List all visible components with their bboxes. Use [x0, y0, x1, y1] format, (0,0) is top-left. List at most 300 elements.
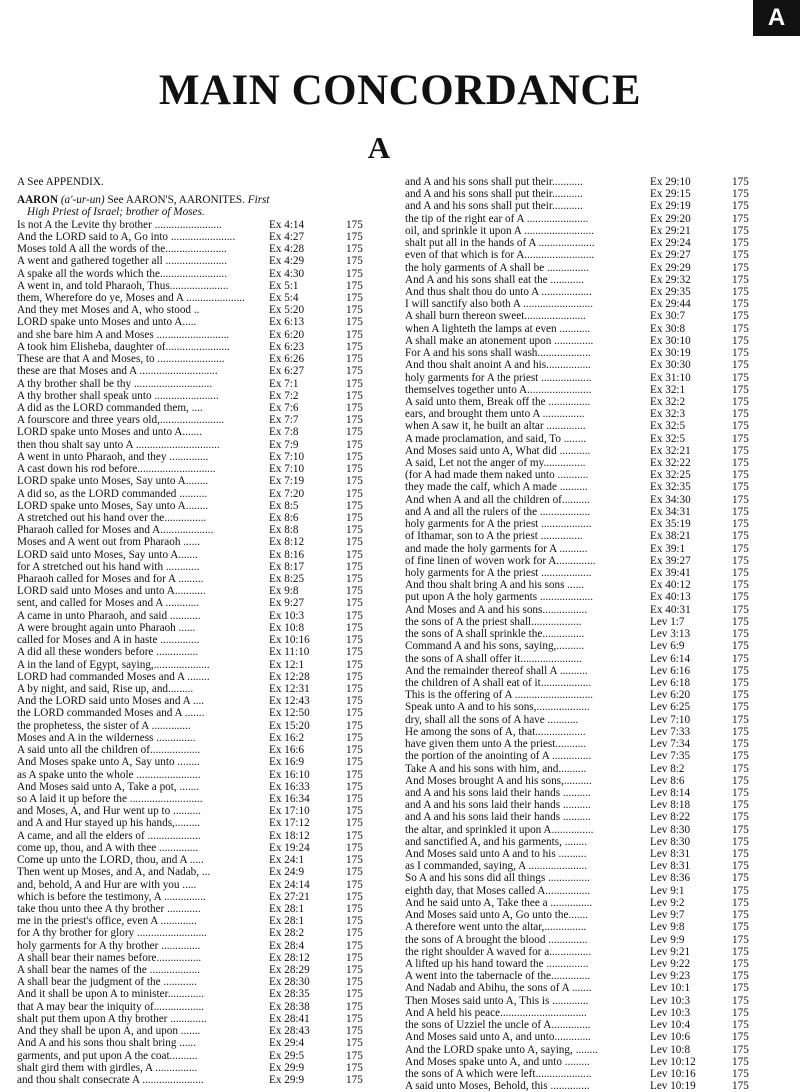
context-text: Moses told A all the words of the......................	[17, 243, 227, 256]
strongs-number: 175	[346, 1025, 363, 1038]
strongs-number: 175	[346, 511, 363, 524]
strongs-number: 175	[732, 628, 749, 641]
scripture-reference: Ex 16:34	[269, 792, 310, 805]
strongs-number: 175	[732, 799, 749, 812]
concordance-line	[17, 231, 373, 243]
context-text: LORD said unto Moses, Say unto A.......	[17, 548, 198, 561]
concordance-line	[405, 433, 752, 445]
scripture-reference: Ex 6:26	[269, 353, 305, 366]
scripture-reference: Ex 6:23	[269, 340, 305, 353]
context-text: A thy brother shall be thy ............................	[17, 377, 213, 390]
context-text: A came in unto Pharaoh, and said ...........	[17, 609, 201, 622]
strongs-number: 175	[732, 591, 749, 604]
concordance-line	[405, 347, 752, 359]
scripture-reference: Ex 12:28	[269, 670, 310, 683]
strongs-number: 175	[346, 463, 363, 476]
context-text: A went in unto Pharaoh, and they ..............	[17, 450, 209, 463]
scripture-reference: Ex 29:19	[650, 200, 691, 213]
concordance-line	[405, 689, 752, 701]
scripture-reference: Ex 8:8	[269, 524, 299, 537]
scripture-reference: Lev 10:3	[650, 1006, 691, 1019]
concordance-line	[405, 530, 752, 542]
scripture-reference: Ex 17:12	[269, 817, 310, 830]
scripture-reference: Ex 10:3	[269, 609, 305, 622]
scripture-reference: Ex 29:27	[650, 249, 691, 262]
see-appendix-note: A See APPENDIX.	[17, 176, 104, 188]
concordance-line	[405, 445, 752, 457]
strongs-number: 175	[732, 1067, 749, 1080]
scripture-reference: Ex 40:13	[650, 591, 691, 604]
strongs-number: 175	[346, 634, 363, 647]
strongs-number: 175	[346, 768, 363, 781]
scripture-reference: Ex 29:10	[650, 176, 691, 188]
concordance-line	[405, 970, 752, 982]
scripture-reference: Ex 24:9	[269, 866, 305, 879]
entry-description-2: High Priest of Israel; brother of Moses.	[27, 206, 205, 219]
concordance-line	[405, 518, 752, 530]
scripture-reference: Lev 7:10	[650, 713, 691, 726]
context-text: And Moses said unto A, Take a pot, .......	[17, 780, 200, 793]
context-text: and A and Hur stayed up his hands,.........	[17, 817, 201, 830]
context-text: And when A and all the children of..........	[405, 493, 590, 506]
context-text: the sons of A the priest shall..................	[405, 615, 582, 628]
concordance-line	[405, 738, 752, 750]
strongs-number: 175	[732, 371, 749, 384]
context-text: A by night, and said, Rise up, and.........	[17, 683, 194, 696]
strongs-number: 175	[346, 597, 363, 610]
scripture-reference: Ex 6:13	[269, 316, 305, 329]
concordance-line	[405, 188, 752, 200]
strongs-number: 175	[346, 670, 363, 683]
scripture-reference: Lev 8:2	[650, 762, 685, 775]
scripture-reference: Ex 39:1	[650, 542, 686, 555]
strongs-number: 175	[732, 713, 749, 726]
strongs-number: 175	[346, 744, 363, 757]
strongs-number: 175	[732, 835, 749, 848]
scripture-reference: Ex 34:30	[650, 493, 691, 506]
scripture-reference: Lev 10:12	[650, 1055, 696, 1068]
scripture-reference: Ex 28:38	[269, 1000, 310, 1013]
strongs-number: 175	[346, 243, 363, 256]
scripture-reference: Lev 7:33	[650, 725, 691, 738]
context-text: when A saw it, he built an altar ..............	[405, 420, 586, 433]
strongs-number: 175	[346, 389, 363, 402]
strongs-number: 175	[732, 200, 749, 213]
scripture-reference: Lev 10:1	[650, 982, 691, 995]
strongs-number: 175	[732, 518, 749, 531]
context-text: they made the calf, which A made ..........	[405, 481, 588, 494]
context-text: oil, and sprinkle it upon A .........................	[405, 224, 594, 237]
scripture-reference: Ex 24:1	[269, 854, 305, 867]
concordance-line	[405, 958, 752, 970]
concordance-line	[405, 934, 752, 946]
scripture-reference: Lev 9:23	[650, 970, 691, 983]
strongs-number: 175	[346, 854, 363, 867]
concordance-line	[17, 1013, 373, 1025]
concordance-line	[405, 714, 752, 726]
strongs-number: 175	[732, 652, 749, 665]
context-text: called for Moses and A in haste ..............	[17, 634, 200, 647]
context-text: And it shall be upon A to minister.............	[17, 988, 205, 1001]
scripture-reference: Ex 40:12	[650, 579, 691, 592]
scripture-reference: Lev 10:19	[650, 1080, 696, 1092]
concordance-line	[17, 439, 373, 451]
strongs-number: 175	[732, 994, 749, 1007]
concordance-line	[17, 500, 373, 512]
scripture-reference: Ex 4:29	[269, 255, 305, 268]
concordance-line	[17, 316, 373, 328]
concordance-line	[17, 720, 373, 732]
scripture-reference: Lev 10:3	[650, 994, 691, 1007]
scripture-reference: Lev 9:9	[650, 933, 685, 946]
concordance-line	[17, 830, 373, 842]
context-text: the prophetess, the sister of A ..............	[17, 719, 191, 732]
scripture-reference: Lev 8:36	[650, 872, 691, 885]
strongs-number: 175	[346, 731, 363, 744]
strongs-number: 175	[732, 310, 749, 323]
scripture-reference: Ex 32:5	[650, 420, 686, 433]
concordance-line	[17, 854, 373, 866]
scripture-reference: Ex 12:1	[269, 658, 305, 671]
concordance-line	[405, 665, 752, 677]
strongs-number: 175	[346, 964, 363, 977]
context-text: the tip of the right ear of A ......................	[405, 212, 589, 225]
scripture-reference: Ex 8:25	[269, 573, 305, 586]
scripture-reference: Lev 7:35	[650, 750, 691, 763]
context-text: and A and his sons laid their hands ..........	[405, 799, 591, 812]
scripture-reference: Ex 28:29	[269, 964, 310, 977]
strongs-number: 175	[346, 401, 363, 414]
concordance-line	[405, 1068, 752, 1080]
strongs-number: 175	[732, 408, 749, 421]
scripture-reference: Ex 5:1	[269, 279, 299, 292]
strongs-number: 175	[732, 945, 749, 958]
strongs-number: 175	[346, 805, 363, 818]
strongs-number: 175	[346, 365, 363, 378]
context-text: Pharaoh called for Moses and A...................	[17, 524, 214, 537]
scripture-reference: Ex 28:30	[269, 976, 310, 989]
concordance-line	[405, 726, 752, 738]
concordance-line	[17, 524, 373, 536]
scripture-reference: Ex 5:4	[269, 292, 299, 305]
left-entry-list	[17, 219, 373, 1087]
strongs-number: 175	[346, 304, 363, 317]
strongs-number: 175	[346, 1000, 363, 1013]
context-text: have given them unto A the priest...........	[405, 738, 587, 751]
entry-header	[17, 194, 373, 206]
context-text: A said unto Moses, Behold, this ..............	[405, 1080, 590, 1092]
concordance-line	[17, 817, 373, 829]
strongs-number: 175	[346, 218, 363, 231]
concordance-line	[17, 891, 373, 903]
concordance-line	[17, 915, 373, 927]
strongs-number: 175	[732, 579, 749, 592]
strongs-number: 175	[732, 921, 749, 934]
concordance-line	[17, 426, 373, 438]
scripture-reference: Lev 6:14	[650, 652, 691, 665]
concordance-line	[405, 323, 752, 335]
strongs-number: 175	[346, 878, 363, 891]
scripture-reference: Ex 7:9	[269, 438, 299, 451]
strongs-number: 175	[732, 530, 749, 543]
concordance-line	[17, 488, 373, 500]
strongs-number: 175	[732, 481, 749, 494]
strongs-number: 175	[732, 298, 749, 311]
strongs-number: 175	[346, 426, 363, 439]
scripture-reference: Ex 12:31	[269, 683, 310, 696]
strongs-number: 175	[732, 615, 749, 628]
strongs-number: 175	[732, 420, 749, 433]
scripture-reference: Ex 29:15	[650, 188, 691, 201]
context-text: the sons of A shall sprinkle the...............	[405, 628, 585, 641]
strongs-number: 175	[732, 884, 749, 897]
context-text: and A and his sons laid their hands ..........	[405, 811, 591, 824]
scripture-reference: Lev 6:16	[650, 664, 691, 677]
strongs-number: 175	[732, 664, 749, 677]
concordance-line	[17, 707, 373, 719]
context-text: And Nadab and Abihu, the sons of A .......	[405, 982, 592, 995]
scripture-reference: Ex 7:1	[269, 377, 299, 390]
context-text: These are that A and Moses, to ........................	[17, 353, 225, 366]
concordance-line	[17, 1025, 373, 1037]
concordance-line	[405, 897, 752, 909]
scripture-reference: Ex 28:4	[269, 939, 305, 952]
strongs-number: 175	[732, 542, 749, 555]
concordance-line	[405, 763, 752, 775]
concordance-line	[405, 799, 752, 811]
scripture-reference: Ex 32:22	[650, 457, 691, 470]
strongs-number: 175	[346, 1012, 363, 1025]
concordance-line	[17, 952, 373, 964]
context-text: And Moses and A and his sons................	[405, 603, 588, 616]
concordance-line	[17, 756, 373, 768]
concordance-line	[405, 249, 752, 261]
strongs-number: 175	[732, 786, 749, 799]
concordance-line	[17, 744, 373, 756]
scripture-reference: Lev 9:8	[650, 921, 685, 934]
scripture-reference: Lev 8:14	[650, 786, 691, 799]
context-text: eighth day, that Moses called A................	[405, 884, 591, 897]
scripture-reference: Ex 28:43	[269, 1025, 310, 1038]
strongs-number: 175	[732, 970, 749, 983]
context-text: Come up unto the LORD, thou, and A .....	[17, 854, 204, 867]
context-text: A went and gathered together all ......................	[17, 255, 228, 268]
strongs-number: 175	[732, 640, 749, 653]
scripture-reference: Ex 28:35	[269, 988, 310, 1001]
context-text: Then Moses said unto A, This is .............	[405, 994, 589, 1007]
concordance-line	[17, 842, 373, 854]
context-text: And thou shalt anoint A and his................	[405, 359, 591, 372]
context-text: (for A had made them naked unto ...........	[405, 469, 589, 482]
concordance-line	[405, 872, 752, 884]
scripture-reference: Ex 32:25	[650, 469, 691, 482]
concordance-line	[17, 866, 373, 878]
context-text: holy garments for A the priest ..................	[405, 567, 592, 579]
scripture-reference: Ex 28:12	[269, 951, 310, 964]
context-text: Take A and his sons with him, and..........	[405, 762, 587, 775]
context-text: and, behold, A and Hur are with you .....	[17, 878, 197, 891]
strongs-number: 175	[346, 695, 363, 708]
scripture-reference: Ex 32:5	[650, 432, 686, 445]
scripture-reference: Ex 29:9	[269, 1074, 305, 1087]
concordance-line	[405, 543, 752, 555]
strongs-number: 175	[346, 817, 363, 830]
strongs-number: 175	[732, 359, 749, 372]
scripture-reference: Ex 29:21	[650, 224, 691, 237]
strongs-number: 175	[732, 738, 749, 751]
strongs-number: 175	[346, 1061, 363, 1074]
context-text: and thou shalt consecrate A ......................	[17, 1074, 204, 1087]
strongs-number: 175	[346, 1049, 363, 1062]
strongs-number: 175	[346, 683, 363, 696]
concordance-line	[405, 567, 752, 579]
concordance-line	[405, 921, 752, 933]
strongs-number: 175	[346, 951, 363, 964]
strongs-number: 175	[732, 774, 749, 787]
concordance-line	[17, 243, 373, 255]
concordance-line	[17, 597, 373, 609]
strongs-number: 175	[732, 689, 749, 702]
scripture-reference: Ex 29:24	[650, 237, 691, 250]
scripture-reference: Ex 28:41	[269, 1012, 310, 1025]
strongs-number: 175	[732, 285, 749, 298]
strongs-number: 175	[346, 866, 363, 879]
strongs-number: 175	[732, 567, 749, 579]
concordance-line	[405, 457, 752, 469]
scripture-reference: Ex 38:21	[650, 530, 691, 543]
context-text: So A and his sons did all things ...............	[405, 872, 590, 885]
context-text: and A and all the rulers of the ..................	[405, 505, 591, 518]
strongs-number: 175	[732, 909, 749, 922]
scripture-reference: Ex 32:2	[650, 395, 686, 408]
strongs-number: 175	[732, 444, 749, 457]
concordance-line	[405, 384, 752, 396]
concordance-line	[17, 805, 373, 817]
scripture-reference: Lev 9:7	[650, 909, 685, 922]
context-text: Then went up Moses, and A, and Nadab, ...	[17, 866, 211, 879]
concordance-line	[17, 683, 373, 695]
concordance-line	[17, 573, 373, 585]
strongs-number: 175	[346, 1074, 363, 1087]
entry-description-1: First	[247, 194, 270, 207]
concordance-line	[405, 1056, 752, 1068]
concordance-line	[405, 579, 752, 591]
scripture-reference: Ex 16:6	[269, 744, 305, 757]
scripture-reference: Ex 7:10	[269, 450, 305, 463]
context-text: And the remainder thereof shall A ..........	[405, 664, 588, 677]
strongs-number: 175	[346, 658, 363, 671]
concordance-line	[405, 225, 752, 237]
scripture-reference: Lev 9:22	[650, 958, 691, 970]
scripture-reference: Ex 8:16	[269, 548, 305, 561]
concordance-line	[405, 481, 752, 493]
concordance-line	[405, 420, 752, 432]
context-text: holy garments for A the priest ..................	[405, 518, 592, 531]
scripture-reference: Ex 6:27	[269, 365, 305, 378]
context-text: the portion of the anointing of A ..............	[405, 750, 592, 763]
concordance-line	[17, 1062, 373, 1074]
right-entry-list	[405, 176, 752, 1092]
context-text: for A stretched out his hand with ............	[17, 560, 200, 573]
concordance-line	[17, 353, 373, 365]
strongs-number: 175	[732, 958, 749, 970]
context-text: as I commanded, saying, A .....................	[405, 860, 588, 873]
context-text: and sanctified A, and his garments, ........	[405, 835, 588, 848]
context-text: And Moses said unto A and to his ..........	[405, 848, 587, 861]
context-text: A did so, as the LORD commanded ..........	[17, 487, 208, 500]
context-text: And Moses said unto A, What did ...........	[405, 444, 591, 457]
concordance-line	[17, 927, 373, 939]
context-text: A cast down his rod before............................	[17, 463, 216, 476]
concordance-line	[405, 176, 752, 188]
scripture-reference: Ex 31:10	[650, 371, 691, 384]
scripture-reference: Ex 32:3	[650, 408, 686, 421]
concordance-line	[405, 494, 752, 506]
concordance-line	[405, 262, 752, 274]
strongs-number: 175	[346, 353, 363, 366]
concordance-line	[405, 653, 752, 665]
context-text: A spake all the words which the........................	[17, 267, 228, 280]
context-text: me in the priest's office, even A .............	[17, 915, 197, 928]
context-text: A shall burn thereon sweet......................	[405, 310, 586, 323]
concordance-line	[17, 646, 373, 658]
strongs-number: 175	[346, 475, 363, 488]
scripture-reference: Lev 3:13	[650, 628, 691, 641]
strongs-number: 175	[346, 792, 363, 805]
context-text: A made proclamation, and said, To ........	[405, 432, 587, 445]
concordance-line	[405, 591, 752, 603]
scripture-reference: Ex 35:19	[650, 518, 691, 531]
strongs-number: 175	[732, 273, 749, 286]
scripture-reference: Lev 6:18	[650, 676, 691, 689]
context-text: And the LORD said to A, Go into .......................	[17, 230, 236, 243]
scripture-reference: Ex 8:12	[269, 536, 305, 549]
scripture-reference: Ex 19:24	[269, 841, 310, 854]
scripture-reference: Ex 10:8	[269, 621, 305, 634]
context-text: and A and his sons shall put their...........	[405, 176, 583, 188]
index-tab-letter: A	[753, 0, 800, 36]
concordance-line	[17, 365, 373, 377]
context-text: LORD spake unto Moses, Say unto A........	[17, 475, 209, 488]
concordance-line	[405, 824, 752, 836]
strongs-number: 175	[732, 432, 749, 445]
scripture-reference: Ex 5:20	[269, 304, 305, 317]
context-text: And thou shalt bring A and his sons ......	[405, 579, 585, 592]
strongs-number: 175	[732, 848, 749, 861]
scripture-reference: Ex 29:4	[269, 1037, 305, 1050]
context-text: A were brought again unto Pharaoh ......	[17, 621, 196, 634]
scripture-reference: Ex 8:5	[269, 499, 299, 512]
context-text: for A thy brother for glory .........................	[17, 927, 207, 940]
scripture-reference: Ex 30:10	[650, 334, 691, 347]
strongs-number: 175	[346, 328, 363, 341]
context-text: A took him Elisheba, daughter of.......................	[17, 340, 230, 353]
scripture-reference: Lev 8:18	[650, 799, 691, 812]
scripture-reference: Ex 28:1	[269, 915, 305, 928]
context-text: the LORD commanded Moses and A .......	[17, 707, 205, 720]
strongs-number: 175	[732, 469, 749, 482]
section-letter: A	[367, 130, 391, 165]
concordance-line	[17, 341, 373, 353]
context-text: A did all these wonders before ...............	[17, 646, 199, 659]
context-text: And they met Moses and A, who stood ..	[17, 304, 200, 317]
scripture-reference: Ex 28:2	[269, 927, 305, 940]
context-text: LORD said unto Moses and unto A...........	[17, 585, 206, 598]
context-text: And Moses spake unto A, and unto .........	[405, 1055, 590, 1068]
context-text: the children of A shall eat of it..................	[405, 676, 592, 689]
scripture-reference: Ex 12:50	[269, 707, 310, 720]
strongs-number: 175	[346, 976, 363, 989]
